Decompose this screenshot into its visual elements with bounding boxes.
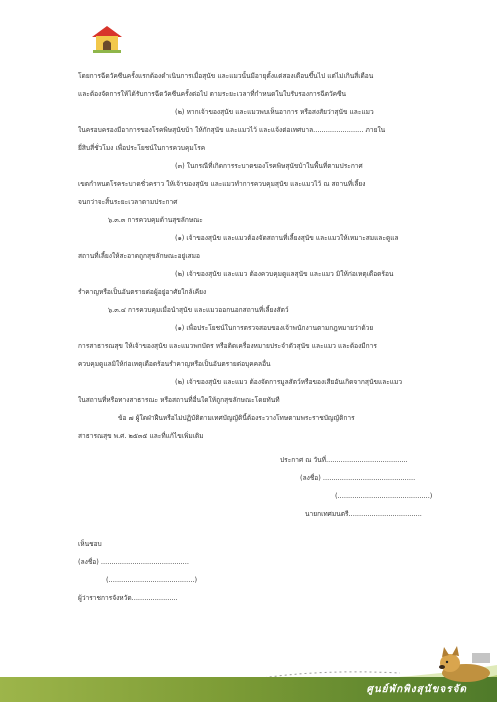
footer-banner (0, 625, 497, 702)
body-line: และต้องจัดการให้ได้รับการฉีดวัคซีนครั้งต่อไป ตามระยะเวลาที่กำหนดในใบรับรองการฉีดวัคซีน (78, 90, 347, 98)
body-line: การสาธารณสุข ให้เจ้าของสุนัข และแมวพกบัตร หรือติดเครื่องหมายประจำตัวสุนัข และแมว และต้องมีการ (78, 342, 377, 350)
governor-signature-line: (ลงชื่อ) .......................................... (78, 558, 189, 566)
governor-name-line: (.........................................) (106, 576, 198, 584)
body-line: (๑) เจ้าของสุนัข และแมวต้องจัดสถานที่เลี้ยงสุนัข และแมวให้เหมาะสมและดูแล (175, 234, 399, 242)
body-line: จนกว่าจะสิ้นระยะเวลาตามประกาศ (78, 198, 178, 206)
dog-photo (432, 643, 494, 683)
section-heading: ๖.๓.๓ การควบคุมด้านสุขลักษณะ (108, 216, 203, 224)
body-line: สาธารณสุข พ.ศ. ๒๕๓๕ และที่แก้ไขเพิ่มเติม (78, 432, 204, 440)
body-line: โดยการฉีดวัคซีนครั้งแรกต้องดำเนินการเมื่อสุนัข และแมวนั้นมีอายุตั้งแต่สองเดือนขึ้นไป แต่ไม่เกินสี่เดือน (78, 72, 374, 80)
body-line: ยี่สิบสี่ชั่วโมง เพื่อประโยชน์ในการควบคุมโรค (78, 144, 206, 152)
body-line: (๑) เพื่อประโยชน์ในการตรวจสอบของเจ้าพนักงานตามกฎหมายว่าด้วย (175, 324, 374, 332)
body-line: รำคาญหรือเป็นอันตรายต่อผู้อยู่อาศัยใกล้เคียง (78, 288, 207, 296)
announcement-date: ประกาศ ณ วันที่....................................... (280, 456, 408, 464)
mayor-name-line: (............................................) (335, 492, 433, 500)
body-line: (๒) หากเจ้าของสุนัข และแมวพบเห็นอาการ หรือสงสัยว่าสุนัข และแมว (175, 108, 374, 116)
body-line: (๒) เจ้าของสุนัข และแมว ต้องควบคุมดูแลสุนัข และแมว มิให้ก่อเหตุเดือดร้อน (175, 270, 394, 278)
governor-title: ผู้ว่าราชการจังหวัด...................... (78, 594, 178, 602)
footer-title: ศูนย์พักพิงสุนัขจรจัด (366, 684, 467, 695)
body-line: ควบคุมดูแลมิให้ก่อเหตุเดือดร้อนรำคาญหรือเป็นอันตรายต่อบุคคลอื่น (78, 360, 271, 368)
approval-heading: เห็นชอบ (78, 540, 102, 548)
body-line: สถานที่เลี้ยงให้สะอาดถูกสุขลักษณะอยู่เสมอ (78, 252, 200, 260)
body-line: ในสถานที่หรือทางสาธารณะ หรือสถานที่อื่นใดให้ถูกสุขลักษณะโดยทันที (78, 396, 280, 404)
body-line: ข้อ ๗ ผู้ใดฝ่าฝืนหรือไม่ปฏิบัติตามเทศบัญญัตินี้ต้องระวางโทษตามพระราชบัญญัติการ (118, 414, 355, 422)
section-heading: ๖.๓.๔ การควบคุมเมื่อนำสุนัข และแมวออกนอกสถานที่เลี้ยงสัตว์ (108, 306, 289, 314)
body-line: เขตกำหนดโรคระบาดชั่วคราว ให้เจ้าของสุนัข และแมวทำการควบคุมสุนัข และแมวไว้ ณ สถานที่เลี้ยง (78, 180, 366, 188)
dog-house-icon (90, 24, 124, 54)
body-line: (๒) เจ้าของสุนัข และแมว ต้องจัดการมูลสัตว์หรือของเสียอันเกิดจากสุนัขและแมว (175, 378, 403, 386)
body-line: ในครอบครองมีอาการของโรคพิษสุนัขบ้า ให้กักสุนัข และแมวไว้ และแจ้งต่อเทศบาล........................ ภายใน (78, 126, 386, 134)
body-line: (๓) ในกรณีที่เกิดการระบาดของโรคพิษสุนัขบ้าในพื้นที่ตามประกาศ (175, 162, 363, 170)
mayor-title: นายกเทศมนตรี................................... (305, 510, 422, 518)
mayor-signature-line: (ลงชื่อ) ............................................ (300, 474, 416, 482)
